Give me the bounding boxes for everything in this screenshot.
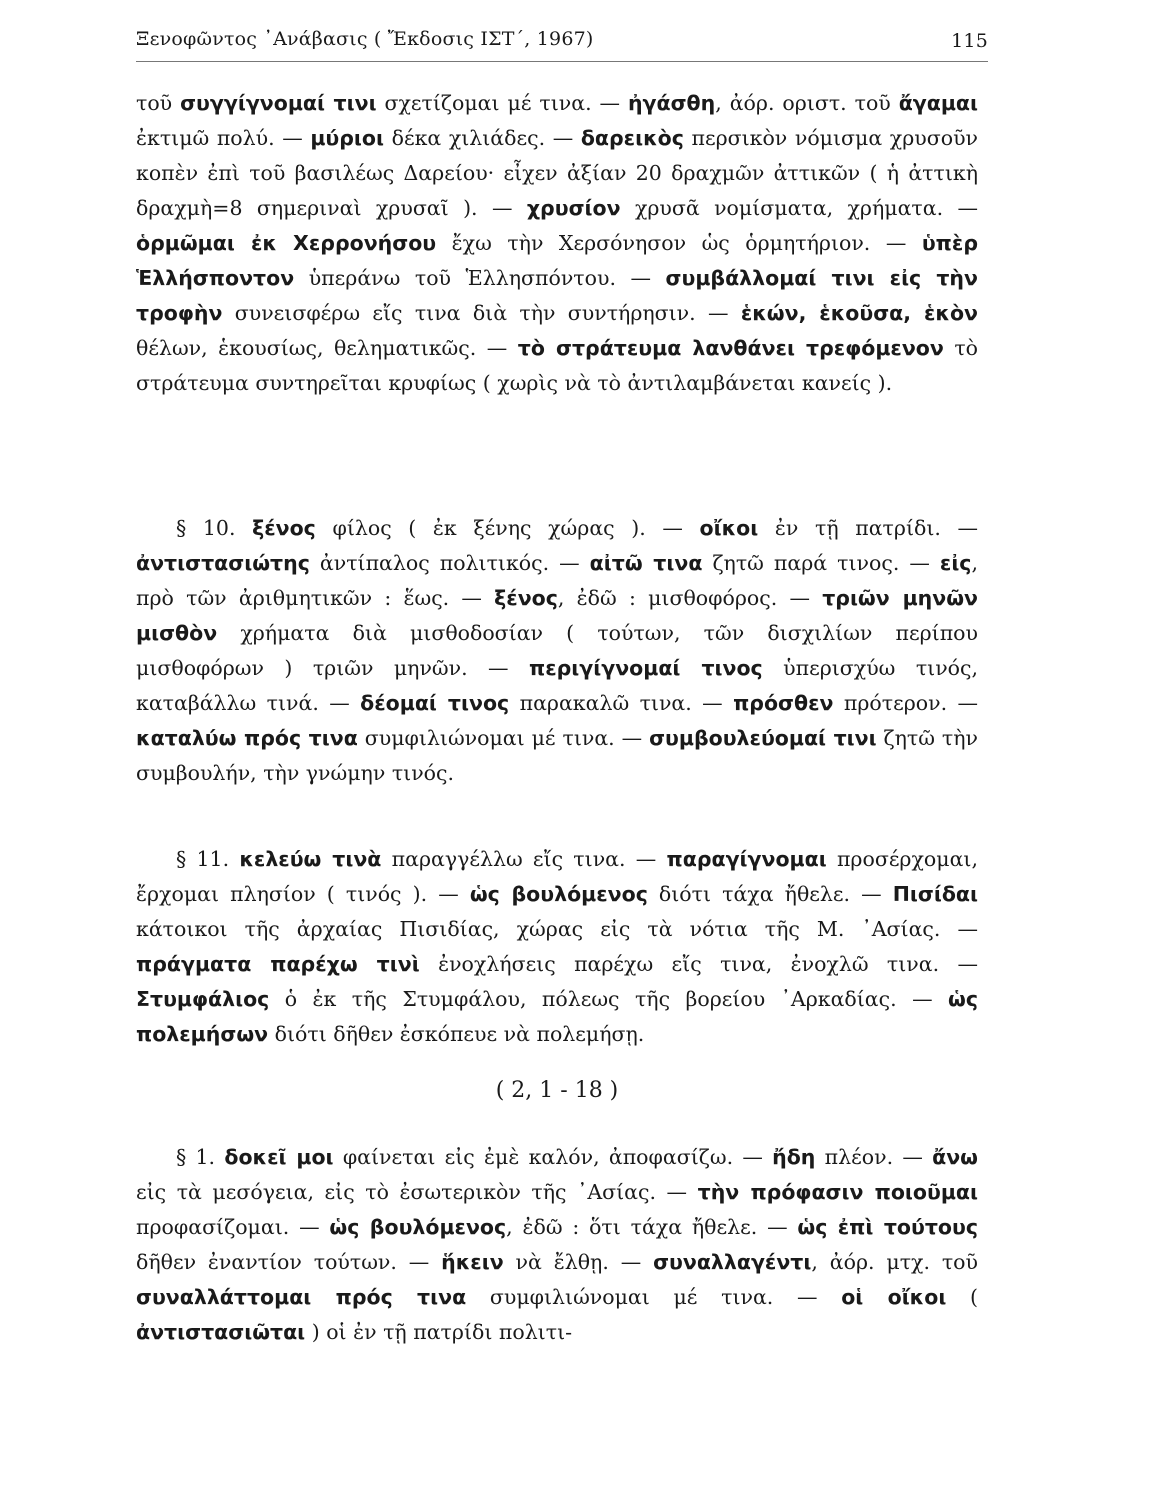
lemma-term: μύριοι: [310, 126, 384, 150]
gloss-text: ὁ ἐκ τῆς Στυμφάλου, πόλεως τῆς βορείου ᾽Αρκαδίας. —: [269, 987, 949, 1011]
gloss-text: πρότερον. —: [833, 691, 978, 715]
gloss-text: ) οἱ ἐν τῇ πατρίδι πολιτι-: [305, 1320, 573, 1344]
gloss-text: ζητῶ τὴν συμβουλήν, τὴν γνώμην τινός.: [136, 726, 979, 785]
gloss-text: ἔχω τὴν Χερσόνησον ὡς ὁρμητήριον. —: [436, 231, 922, 255]
gloss-text: διότι τάχα ἤθελε. —: [647, 882, 893, 906]
lemma-term: καταλύω πρός τινα: [136, 726, 358, 750]
lemma-term: οἱ οἴκοι: [841, 1285, 947, 1309]
lemma-term: ὁρμῶμαι ἐκ Χερρονήσου: [136, 231, 437, 255]
gloss-text: εἰς τὰ μεσόγεια, εἰς τὸ ἐσωτερικὸν τῆς ᾽Ασίας. —: [136, 1180, 698, 1204]
running-title: Ξενοφῶντος ᾽Ανάβασις ( Ἔκδοσις ΙΣΤ΄, 1967): [136, 28, 594, 50]
gloss-text: συνεισφέρω εἴς τινα διὰ τὴν συντήρησιν. —: [222, 301, 741, 325]
lemma-term: δοκεῖ μοι: [224, 1145, 334, 1169]
lemma-term: κελεύω τινὰ: [239, 847, 382, 871]
lemma-term: χρυσίον: [526, 196, 621, 220]
gloss-text: δῆθεν ἐναντίον τούτων. —: [136, 1250, 442, 1274]
gloss-text: δέκα χιλιάδες. —: [384, 126, 581, 150]
page-header: [136, 28, 988, 60]
gloss-text: θέλων, ἑκουσίως, θεληματικῶς. —: [136, 336, 518, 360]
lemma-term: δέομαί τινος: [360, 691, 510, 715]
gloss-text: φαίνεται εἰς ἐμὲ καλόν, ἀποφασίζω. —: [333, 1145, 773, 1169]
gloss-text: , ἀόρ. μτχ. τοῦ: [811, 1250, 978, 1274]
gloss-text: ὑπερισχύω τινός, καταβάλλω τινά. —: [136, 656, 978, 715]
gloss-text: , ἐδῶ : μισθοφόρος. —: [557, 586, 823, 610]
lemma-term: ὡς βουλόμενος: [469, 882, 648, 906]
lemma-term: τριῶν μηνῶν μισθὸν: [136, 586, 978, 645]
lemma-term: Πισίδαι: [892, 882, 978, 906]
lemma-term: πρόσθεν: [733, 691, 834, 715]
lemma-term: ξένος: [494, 586, 558, 610]
lemma-term: τὸ στράτευμα λανθάνει τρεφόμενον: [517, 336, 944, 360]
gloss-text: (: [946, 1285, 979, 1309]
gloss-text: φίλος ( ἐκ ξένης χώρας ). —: [315, 516, 700, 540]
lemma-term: πράγματα παρέχω τινὶ: [136, 952, 420, 976]
gloss-text: , ἐδῶ : ὅτι τάχα ἤθελε. —: [506, 1215, 798, 1239]
gloss-text: ἀντίπαλος πολιτικός. —: [309, 551, 590, 575]
lemma-term: παραγίγνομαι: [666, 847, 827, 871]
lemma-term: ὑπὲρ Ἑλλήσποντον: [136, 231, 978, 290]
page-number: 115: [951, 30, 988, 52]
lemma-term: οἴκοι: [699, 516, 759, 540]
lemma-term: ἄγαμαι: [898, 91, 978, 115]
lemma-term: ἠγάσθη: [627, 91, 716, 115]
gloss-text: ὑπεράνω τοῦ Ἑλλησπόντου. —: [294, 266, 666, 290]
lemma-term: δαρεικὸς: [580, 126, 684, 150]
lemma-term: ἄνω: [932, 1145, 978, 1169]
paragraph-section-10: [136, 511, 978, 791]
gloss-text: ἐνοχλήσεις παρέχω εἴς τινα, ἐνοχλῶ τινα. —: [419, 952, 978, 976]
paragraph-glossary-continued: [136, 86, 978, 401]
gloss-text: συμφιλιώνομαι μέ τινα. —: [357, 726, 650, 750]
paragraph-section-1: [136, 1140, 978, 1350]
gloss-text: περσικὸν νόμισμα χρυσοῦν κοπὲν ἐπὶ τοῦ βασιλέως Δαρείου· εἶχεν ἀξίαν 20 δραχμῶν ἀττικῶν ( ἡ ἀττικὴ δραχμὴ=8 σημεριναὶ χρυσαῖ ). —: [136, 126, 978, 220]
gloss-text: τοῦ: [136, 91, 181, 115]
lemma-term: ἑκών, ἑκοῦσα, ἑκὸν: [740, 301, 978, 325]
lemma-term: ἥκειν: [441, 1250, 504, 1274]
gloss-text: πλέον. —: [815, 1145, 933, 1169]
lemma-term: περιγίγνομαί τινος: [528, 656, 763, 680]
gloss-text: § 11.: [176, 847, 240, 871]
section-heading: ( 2, 1 - 18 ): [495, 1078, 619, 1103]
gloss-text: συμφιλιώνομαι μέ τινα. —: [466, 1285, 842, 1309]
gloss-text: χρυσᾶ νομίσματα, χρήματα. —: [620, 196, 978, 220]
lemma-term: συμβάλλομαί τινι εἰς τὴν τροφὴν: [136, 266, 978, 325]
gloss-text: § 10.: [176, 516, 253, 540]
gloss-text: ζητῶ παρά τινος. —: [702, 551, 940, 575]
lemma-term: εἰς: [939, 551, 972, 575]
gloss-text: , ἀόρ. οριστ. τοῦ: [715, 91, 899, 115]
paragraph-section-11: [136, 842, 978, 1052]
gloss-text: κάτοικοι τῆς ἀρχαίας Πισιδίας, χώρας εἰς τὰ νότια τῆς Μ. ᾽Ασίας. —: [136, 917, 978, 941]
lemma-term: ἀντιστασιῶται: [136, 1320, 306, 1344]
gloss-text: ἐκτιμῶ πολύ. —: [136, 126, 311, 150]
lemma-term: ἤδη: [772, 1145, 816, 1169]
gloss-text: παρακαλῶ τινα. —: [509, 691, 734, 715]
lemma-term: συναλλάττομαι πρός τινα: [136, 1285, 467, 1309]
gloss-text: νὰ ἔλθῃ. —: [503, 1250, 654, 1274]
lemma-term: ὡς βουλόμενος: [329, 1215, 507, 1239]
header-rule: [136, 61, 988, 62]
lemma-term: ὡς πολεμήσων: [136, 987, 978, 1046]
gloss-text: , πρὸ τῶν ἀριθμητικῶν : ἕως. —: [136, 551, 978, 610]
lemma-term: αἰτῶ τινα: [589, 551, 703, 575]
lemma-term: ἀντιστασιώτης: [136, 551, 310, 575]
gloss-text: προφασίζομαι. —: [136, 1215, 330, 1239]
lemma-term: ὡς ἐπὶ τούτους: [797, 1215, 978, 1239]
lemma-term: ξένος: [252, 516, 316, 540]
gloss-text: χρήματα διὰ μισθοδοσίαν ( τούτων, τῶν δισχιλίων περίπου μισθοφόρων ) τριῶν μηνῶν. —: [136, 621, 978, 680]
lemma-term: συγγίγνομαί τινι: [180, 91, 377, 115]
lemma-term: Στυμφάλιος: [136, 987, 270, 1011]
lemma-term: συναλλαγέντι: [653, 1250, 812, 1274]
gloss-text: προσέρχομαι, ἔρχομαι πλησίον ( τινός ). —: [136, 847, 978, 906]
gloss-text: § 1.: [176, 1145, 225, 1169]
gloss-text: τὸ στράτευμα συντηρεῖται κρυφίως ( χωρὶς νὰ τὸ ἀντιλαμβάνεται κανείς ).: [136, 336, 979, 395]
lemma-term: τὴν πρόφασιν ποιοῦμαι: [697, 1180, 979, 1204]
gloss-text: διότι δῆθεν ἐσκόπευε νὰ πολεμήσῃ.: [268, 1022, 645, 1046]
gloss-text: ἐν τῇ πατρίδι. —: [758, 516, 978, 540]
gloss-text: παραγγέλλω εἴς τινα. —: [381, 847, 667, 871]
lemma-term: συμβουλεύομαί τινι: [649, 726, 877, 750]
gloss-text: σχετίζομαι μέ τινα. —: [376, 91, 628, 115]
